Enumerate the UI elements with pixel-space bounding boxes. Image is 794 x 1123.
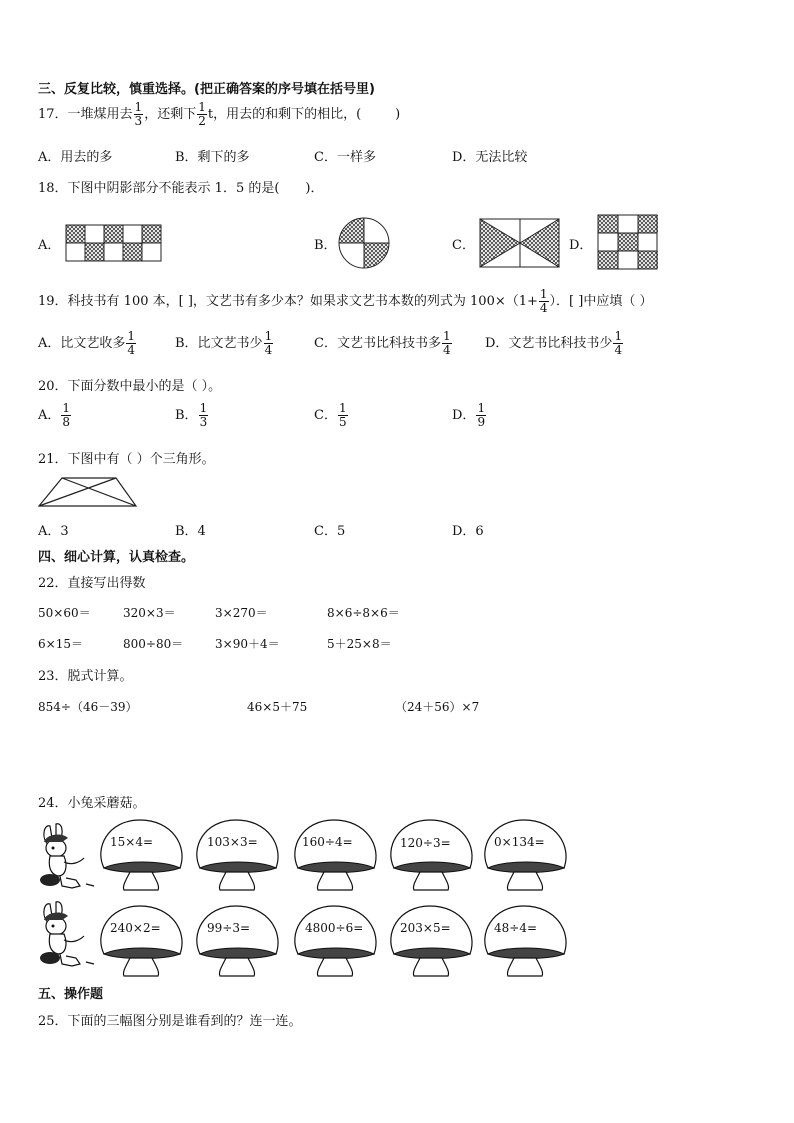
q20-option-c[interactable]: C． $\frac{1}{5}$ [314, 401, 347, 429]
question-18: 18．下图中阴影部分不能表示 1．5 的是( )． [38, 181, 324, 196]
mushroom-problem: 120÷3= [400, 836, 451, 850]
question-21: 21．下图中有（ ）个三角形。 [38, 452, 215, 467]
mushroom-problem: 4800÷6= [305, 921, 364, 935]
q19-option-d[interactable]: D．文艺书比科技书少 $\frac{1}{4}$ [485, 329, 623, 357]
question-20: 20．下面分数中最小的是（ ）。 [38, 379, 222, 394]
q17-option-d[interactable]: D．无法比较 [452, 150, 528, 165]
q19-option-b[interactable]: B．比文艺书少 $\frac{1}{4}$ [175, 329, 273, 357]
q18-option-b[interactable]: B． [314, 238, 337, 253]
mushroom-icon [101, 820, 182, 890]
mushroom-icon [295, 820, 376, 890]
question-17: 17．一堆煤用去 $\frac{1}{3}$ ，还剩下 $\frac{1}{2}$ t，用去的和剩下的相比，( ) [38, 100, 401, 128]
question-24: 24．小兔采蘑菇。 [38, 796, 146, 811]
section-4-title: 四、细心计算，认真检查。 [38, 550, 195, 565]
mushroom-icon [391, 906, 472, 976]
calc-item: 8×6÷8×6＝ [327, 606, 400, 620]
calc-item: 3×90＋4＝ [215, 637, 280, 651]
q17-option-c[interactable]: C．一样多 [314, 150, 376, 165]
q18-option-d[interactable]: D． [569, 238, 593, 253]
mushroom-problem: 0×134= [494, 835, 545, 849]
calc-item: 50×60＝ [38, 606, 91, 620]
mushroom-problem: 103×3= [207, 835, 258, 849]
q20-option-b[interactable]: B． $\frac{1}{3}$ [175, 401, 208, 429]
q21-option-d[interactable]: D．6 [452, 524, 484, 539]
q19-option-a[interactable]: A．比文艺收多 $\frac{1}{4}$ [38, 329, 136, 357]
q21-option-c[interactable]: C．5 [314, 524, 346, 539]
mushroom-problem: 203×5= [400, 921, 451, 935]
mushroom-problem: 160÷4= [302, 835, 353, 849]
calc-item: 800÷80＝ [123, 637, 184, 651]
mushroom-icon [295, 906, 376, 976]
mushroom-icon [197, 906, 278, 976]
calc-item: 46×5＋75 [247, 700, 308, 714]
q21-option-b[interactable]: B．4 [175, 524, 206, 539]
q18-option-a[interactable]: A． [38, 238, 61, 253]
question-22: 22．直接写出得数 [38, 576, 146, 591]
q21-option-a[interactable]: A．3 [38, 524, 69, 539]
mushroom-problem: 15×4= [110, 835, 154, 849]
question-23: 23．脱式计算。 [38, 669, 133, 684]
mushroom-problem: 48÷4= [494, 921, 538, 935]
fraction: $\frac{1}{3}$ [134, 100, 143, 128]
mushroom-problem: 99÷3= [207, 921, 251, 935]
mushroom-icon [197, 820, 278, 890]
q19-option-c[interactable]: C．文艺书比科技书多 $\frac{1}{4}$ [314, 329, 451, 357]
q17-option-a[interactable]: A．用去的多 [38, 150, 113, 165]
section-3-title: 三、反复比较，慎重选择。(把正确答案的序号填在括号里) [38, 82, 375, 97]
q18-option-c[interactable]: C． [452, 238, 475, 253]
mushroom-icon [485, 820, 566, 890]
section-5-title: 五、操作题 [38, 987, 104, 1002]
calc-item: 3×270＝ [215, 606, 268, 620]
q20-option-a[interactable]: A． $\frac{1}{8}$ [38, 401, 71, 429]
mushroom-icon [391, 820, 472, 890]
mushroom-icon [101, 906, 182, 976]
q20-option-d[interactable]: D． $\frac{1}{9}$ [452, 401, 486, 429]
calc-item: 854÷（46－39） [38, 700, 138, 714]
calc-item: 320×3＝ [123, 606, 176, 620]
fraction: $\frac{1}{2}$ [198, 100, 206, 128]
calc-item: 6×15＝ [38, 637, 83, 651]
question-25: 25．下面的三幅图分别是谁看到的？连一连。 [38, 1014, 302, 1029]
calc-item: 5＋25×8＝ [327, 637, 392, 651]
mushroom-icon [485, 906, 566, 976]
q17-option-b[interactable]: B．剩下的多 [175, 150, 250, 165]
question-19: 19．科技书有 100 本，[ ]，文艺书有多少本？如果求文艺书本数的列式为 100×（1+ $\frac{1}{4}$ ）．[ ]中应填（ ） [38, 287, 653, 315]
calc-item: （24＋56）×7 [395, 700, 480, 714]
mushroom-problem: 240×2= [110, 921, 161, 935]
